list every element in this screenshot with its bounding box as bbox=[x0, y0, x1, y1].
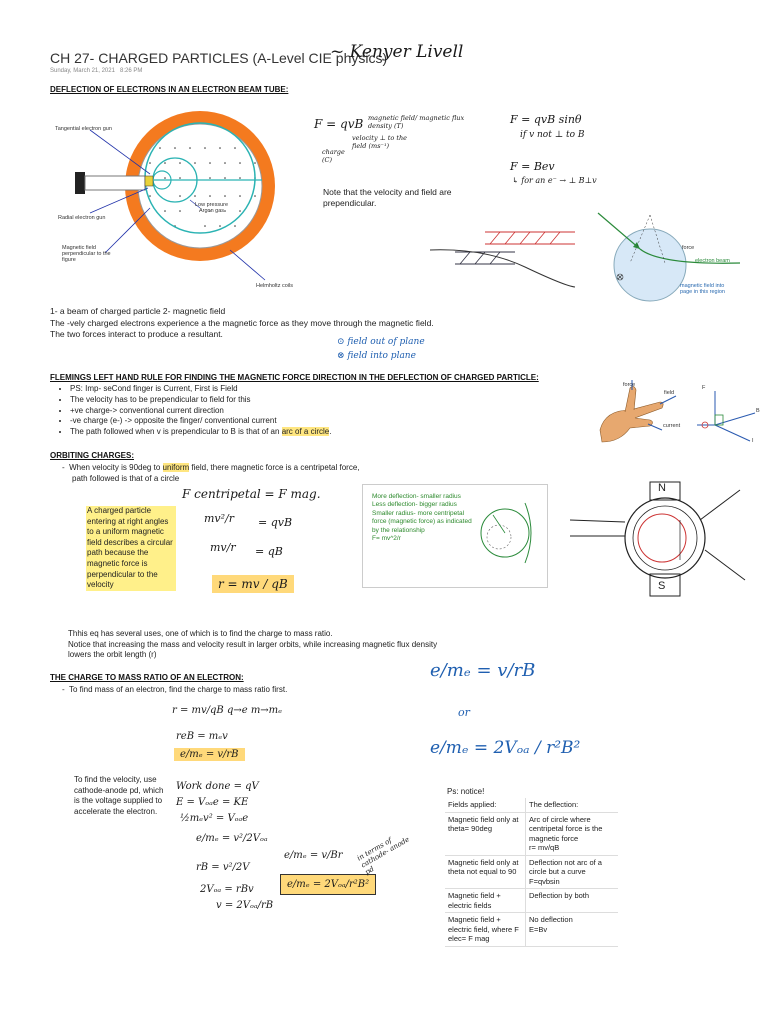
flemings-bullets bbox=[56, 384, 476, 438]
section-heading-flemings: FLEMINGS LEFT HAND RULE FOR FINDING THE MAGNETIC FORCE DIRECTION IN THE DEFLECTION OF CHARGED PARTICLE: bbox=[50, 373, 539, 382]
note-magnetic-field: magnetic field/ magnetic flux density (T) bbox=[368, 114, 465, 130]
line-beam-and-field: 1- a beam of charged particle 2- magnetic field bbox=[50, 306, 226, 316]
orbit-line-1: - When velocity is 90deg to uniform field, there magnetic force is a centripetal force, bbox=[62, 463, 360, 472]
hw-r-mv-qb: r = mv/qB q→e m→mₑ bbox=[172, 705, 283, 716]
label-low-pressure: Low pressure Argon gas bbox=[195, 202, 229, 214]
formula-f-qvb: F = qvB bbox=[314, 117, 364, 131]
label-force: force bbox=[682, 245, 695, 251]
table-title: Ps: notice! bbox=[447, 787, 485, 796]
fbi-axes-diagram bbox=[695, 385, 765, 450]
magnet-north: N bbox=[658, 482, 666, 494]
table-header-cell: The deflection: bbox=[526, 798, 619, 812]
label-electron-beam: electron beam bbox=[695, 258, 730, 264]
blue-or: or bbox=[458, 706, 470, 719]
hand-label-current: current bbox=[663, 423, 681, 429]
blue-eq-em-2v: e/mₑ = 2Vₒₐ / r²B² bbox=[430, 738, 581, 758]
section-heading-orbiting: ORBITING CHARGES: bbox=[50, 451, 134, 460]
author-signature: ~ Kenyer Livell bbox=[330, 42, 464, 62]
sketch-hatched bbox=[425, 222, 585, 292]
hw-2vca: 2Vₒₐ = rBv bbox=[200, 884, 254, 895]
electron-beam-tube-diagram bbox=[50, 108, 310, 298]
magnet-orbit-diagram bbox=[570, 480, 750, 620]
table-header-row bbox=[445, 798, 618, 812]
table-row bbox=[445, 812, 618, 855]
hw-boxed-em: e/mₑ = 2Vₒₐ/r²B² bbox=[280, 874, 376, 895]
table-cell: Deflection not arc of a circle but a curve F=qvbsin bbox=[526, 855, 619, 889]
legend-field-out: ⊙ field out of plane bbox=[337, 337, 425, 347]
page-title: CH 27- CHARGED PARTICLES (A-Level CIE physics) bbox=[50, 50, 388, 66]
page-time: 8:26 PM bbox=[120, 68, 143, 74]
list-item: • The path followed when v is prependicular to B is that of an arc of a circle. bbox=[70, 427, 476, 438]
eq-mv-r: mv/r bbox=[210, 541, 236, 554]
eq-centripetal-mag: F centripetal = F mag. bbox=[182, 487, 321, 501]
hw-rb: rB = v²/2V bbox=[196, 862, 250, 873]
table-row bbox=[445, 855, 618, 889]
green-note: More deflection- smaller radius Less deflection- bigger radius Smaller radius- more centripetal force (magnetic force) as indicated by the relationship F= mv^2/r bbox=[372, 493, 472, 543]
left-hand-rule-diagram bbox=[590, 380, 700, 450]
formula-f-sin: F = qvB sinθ bbox=[510, 113, 582, 126]
hw-em-v2: e/mₑ = v²/2Vₒₐ bbox=[196, 833, 268, 844]
note-not-perp: if v not ⊥ to B bbox=[520, 130, 585, 140]
hw-em-v-rb: e/mₑ = v/rB bbox=[174, 748, 245, 761]
hw-energy: E = Vₒₐe = KE bbox=[176, 797, 249, 808]
axis-label-b: B bbox=[756, 408, 760, 414]
velocity-note: To find the velocity, use cathode-anode pd, which is the voltage supplied to accelerate the electron. bbox=[74, 775, 164, 816]
table-cell: Magnetic field + electric field, where F elec= F mag bbox=[445, 913, 526, 947]
charge-mass-line-1: - To find mass of an electron, find the charge to mass ratio first. bbox=[62, 685, 288, 694]
deflection-note-box bbox=[362, 484, 548, 588]
hw-reb: reB = mₑv bbox=[176, 731, 228, 742]
eq-mv2-r: mv²/r bbox=[204, 512, 235, 525]
table-row bbox=[445, 913, 618, 947]
list-item: • The velocity has to be prependicular to field for this bbox=[70, 395, 476, 406]
note-perpendicular: Note that the velocity and field are prependicular. bbox=[323, 187, 452, 208]
magnet-south: S bbox=[658, 580, 666, 592]
hw-half-mv2: ½mₑv² = Vₒₐe bbox=[180, 813, 249, 824]
axis-label-i: I bbox=[752, 438, 754, 444]
eq-qvb: = qvB bbox=[258, 516, 293, 529]
list-item: • -ve charge (e-) -> opposite the finger/ conventional current bbox=[70, 416, 476, 427]
table-cell: Magnetic field only at theta not equal to 90 bbox=[445, 855, 526, 889]
table-cell: Magnetic field + electric fields bbox=[445, 889, 526, 913]
page-date: Sunday, March 21, 2021 bbox=[50, 68, 115, 74]
hw-cathode-anode: in terms of cathode- anode pd bbox=[355, 835, 411, 877]
table-cell: Arc of circle where centripetal force is the magnetic force r= mv/qB bbox=[526, 812, 619, 855]
label-field-into-page: magnetic field into page in this region bbox=[680, 283, 725, 295]
eq-qb: = qB bbox=[255, 545, 283, 558]
label-magnetic-field: Magnetic field perpendicular to the figure bbox=[62, 245, 111, 263]
table-header-cell: Fields applied: bbox=[445, 798, 526, 812]
formula-f-bev: F = Bev bbox=[510, 160, 555, 173]
hw-work-done: Work done = qV bbox=[176, 781, 259, 792]
eq-radius: r = mv / qB bbox=[212, 575, 294, 593]
charge-mass-paragraph: Thhis eq has several uses, one of which is to find the charge to mass ratio. Notice that increasing the mass and velocity result in larger orbits, while increasing magnetic flux density lowers the orbit length (r) bbox=[68, 629, 438, 659]
line-two-forces: The two forces interact to produce a resultant. bbox=[50, 329, 223, 339]
note-velocity: velocity ⊥ to the field (ms⁻¹) bbox=[352, 134, 407, 150]
fields-deflection-table bbox=[445, 798, 618, 947]
axis-label-f: F bbox=[702, 385, 706, 391]
blue-eq-em-v-rb: e/mₑ = v/rB bbox=[430, 660, 536, 681]
table-cell: No deflection E=Bv bbox=[526, 913, 619, 947]
beam-field-diagram bbox=[590, 205, 760, 305]
hand-label-field: field bbox=[664, 390, 675, 396]
note-charge: charge (C) bbox=[322, 148, 345, 164]
hw-v: v = 2Vₒₐ/rB bbox=[216, 900, 274, 911]
list-item: • PS: Imp- seCond finger is Current, First is Field bbox=[70, 384, 476, 395]
hand-label-force: force bbox=[623, 382, 636, 388]
line-electrons-force: The -vely charged electrons experience a the magnetic force as they move through the magnetic field. bbox=[50, 318, 434, 328]
legend-field-in: ⊗ field into plane bbox=[337, 351, 416, 361]
yellow-note-circular-path: A charged particle entering at right angles to a uniform magnetic field describes a circular path because the magnetic force is perpendicular to the velocity bbox=[86, 506, 176, 591]
label-radial-gun: Radial electron gun bbox=[58, 215, 106, 221]
list-item: • +ve charge-> conventional current direction bbox=[70, 406, 476, 417]
table-row bbox=[445, 889, 618, 913]
section-heading-deflection: DEFLECTION OF ELECTRONS IN AN ELECTRON BEAM TUBE: bbox=[50, 85, 289, 94]
table-cell: Magnetic field only at theta= 90deg bbox=[445, 812, 526, 855]
table-cell: Deflection by both bbox=[526, 889, 619, 913]
orbit-line-2: path followed is that of a circle bbox=[72, 474, 180, 483]
label-tangential-gun: Tangential electron gun bbox=[55, 126, 112, 132]
label-helmholtz: Helmholtz coils bbox=[256, 283, 293, 289]
hw-em-v-br: e/mₑ = v/Br bbox=[284, 850, 343, 861]
section-heading-charge-mass: THE CHARGE TO MASS RATIO OF AN ELECTRON: bbox=[50, 673, 244, 682]
note-for-electron: ↳ for an e⁻ → ⊥ B⊥v bbox=[512, 176, 597, 185]
